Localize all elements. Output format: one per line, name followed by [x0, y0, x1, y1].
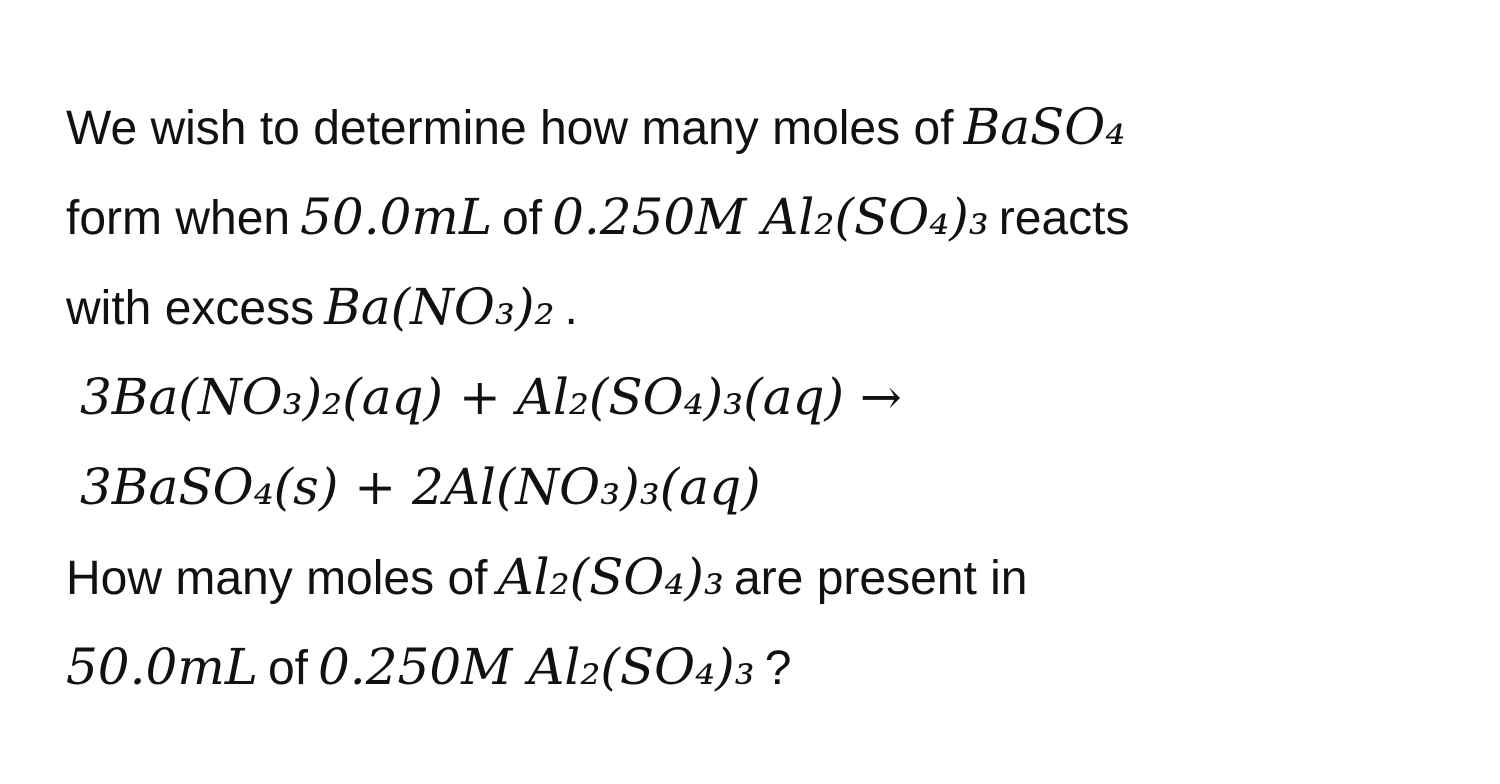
solution-formula: 0.250M Al₂(SO₄)₃: [552, 188, 989, 246]
with-excess-text: with excess: [66, 282, 315, 335]
problem-line-3: [66, 262, 1460, 352]
solution-formula-2: 0.250M Al₂(SO₄)₃: [317, 638, 755, 696]
problem-line-6: [66, 532, 1460, 622]
al2so43-formula: Al₂(SO₄)₃: [497, 548, 724, 606]
problem-line-2: [66, 172, 1460, 262]
reacts-text: reacts: [998, 192, 1130, 245]
question-mark: ?: [764, 642, 792, 695]
baso4-formula: BaSO₄: [963, 98, 1126, 156]
intro-text: We wish to determine how many moles of: [66, 102, 954, 155]
equation-reactants: 3Ba(NO₃)₂(aq) + Al₂(SO₄)₃(aq) →: [80, 368, 902, 426]
present-in-text: are present in: [733, 552, 1028, 605]
equation-line-2: [66, 442, 1460, 532]
period-text: .: [564, 282, 578, 335]
reagent-formula: Ba(NO₃)₂: [324, 278, 555, 336]
of-text: of: [502, 192, 543, 245]
form-when-text: form when: [66, 192, 291, 245]
volume-value-2: 50.0mL: [66, 638, 258, 696]
problem-line-7: [66, 622, 1460, 712]
of-text-2: of: [267, 642, 308, 695]
equation-line-1: [66, 352, 1460, 442]
volume-value: 50.0mL: [300, 188, 493, 246]
problem-line-1: [66, 82, 1460, 172]
question-text: How many moles of: [66, 552, 488, 605]
equation-products: 3BaSO₄(s) + 2Al(NO₃)₃(aq): [80, 458, 761, 516]
